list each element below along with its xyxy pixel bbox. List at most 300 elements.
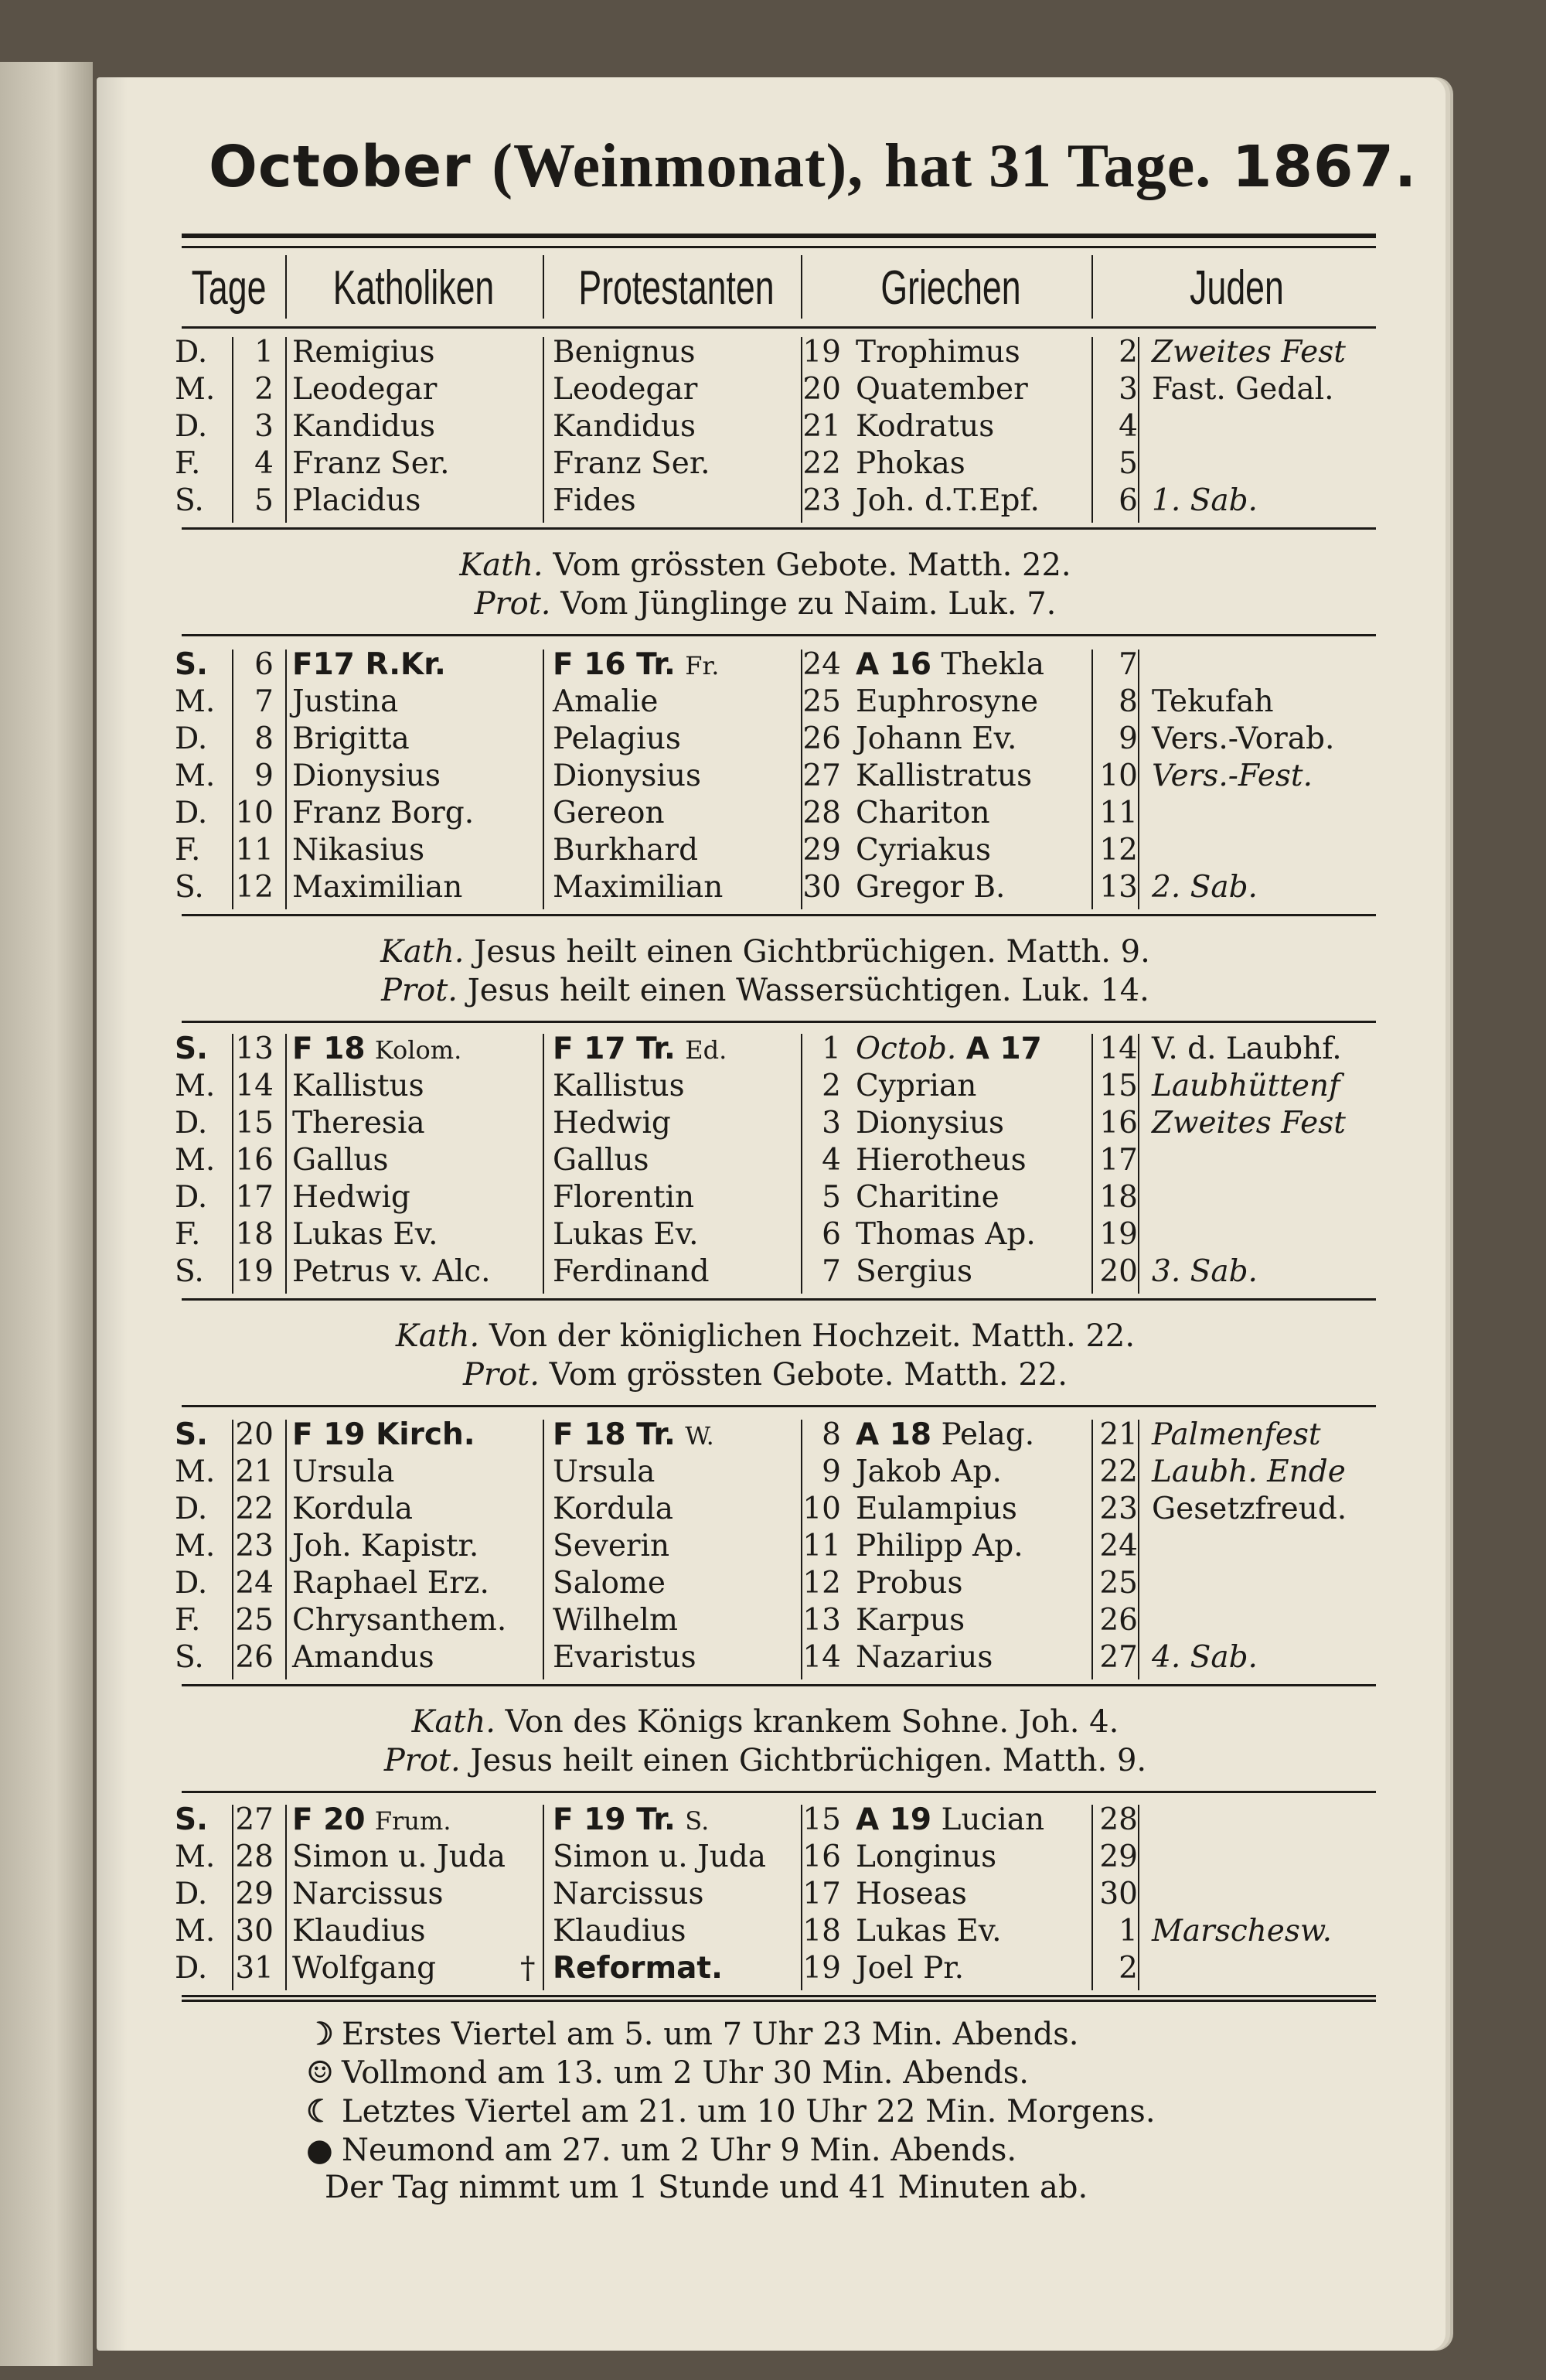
jewish-feast-cell: Zweites Fest xyxy=(1152,335,1346,370)
catholic-saint-cell xyxy=(292,795,547,832)
greek-day-number-cell: 29 xyxy=(802,833,841,868)
reading-label: Kath. xyxy=(395,1318,480,1354)
catholic-saint-name: Gallus xyxy=(292,1143,389,1178)
jewish-day-number-cell: 2 xyxy=(1119,1951,1138,1986)
greek-day-number-cell: 8 xyxy=(822,1417,841,1452)
catholic-saint-cell xyxy=(292,869,547,906)
column-divider xyxy=(285,650,287,909)
weekday-cell: S. xyxy=(175,1802,208,1837)
reading-label: Prot. xyxy=(463,1357,540,1393)
day-number-cell: 6 xyxy=(254,647,274,682)
greek-saint-cell xyxy=(856,1179,1088,1216)
greek-day-number-cell: 18 xyxy=(802,1914,841,1949)
protestant-saint-cell xyxy=(553,1839,792,1876)
day-number-cell: 30 xyxy=(235,1914,274,1949)
protestant-saint-name: Franz Ser. xyxy=(553,446,710,481)
protestant-saint-cell xyxy=(553,1602,792,1639)
catholic-saint-name: Remigius xyxy=(292,335,435,370)
protestant-saint-name: Narcissus xyxy=(553,1877,704,1911)
column-divider xyxy=(285,1034,287,1294)
weekday-cell: S. xyxy=(175,647,208,682)
jewish-feast-cell: Tekufah xyxy=(1152,684,1274,719)
weekday-cell: M. xyxy=(175,1529,216,1563)
greek-saint-cell xyxy=(856,1876,1088,1913)
greek-day-number-cell: 30 xyxy=(802,870,841,905)
catholic-saint-cell xyxy=(292,1913,547,1950)
reading-label: Prot. xyxy=(381,973,458,1008)
greek-day-number-cell: 25 xyxy=(802,684,841,719)
greek-saint-cell xyxy=(856,684,1088,721)
weekday-cell: S. xyxy=(175,1254,204,1289)
catholic-saint-cell xyxy=(292,1876,547,1913)
jewish-day-number-cell: 19 xyxy=(1099,1217,1138,1252)
greek-saint-name: Lukas Ev. xyxy=(856,1914,1002,1949)
catholic-saint-cell xyxy=(292,1802,547,1840)
greek-saint-name: Kodratus xyxy=(856,409,995,444)
catholic-saint-name: Raphael Erz. xyxy=(292,1566,489,1601)
catholic-saint-cell xyxy=(292,445,547,482)
protestant-saint-name: Gereon xyxy=(553,796,665,830)
gospel-reading-catholic xyxy=(170,1317,1360,1355)
header-juden: Juden xyxy=(1190,261,1284,315)
column-divider xyxy=(285,1420,287,1679)
greek-day-number-cell: 9 xyxy=(822,1454,841,1489)
greek-day-number-cell: 14 xyxy=(802,1640,841,1675)
header-tage: Tage xyxy=(191,261,267,315)
protestant-sunday-saint: W. xyxy=(685,1421,714,1451)
header-katholiken: Katholiken xyxy=(332,261,495,315)
protestant-saint-name: Dionysius xyxy=(553,759,701,793)
gospel-reading-catholic xyxy=(170,933,1360,971)
day-number-cell: 20 xyxy=(235,1417,274,1452)
greek-saint-cell xyxy=(856,1950,1088,1987)
protestant-saint-cell xyxy=(553,1031,792,1069)
jewish-feast-cell: Vers.-Fest. xyxy=(1152,759,1313,793)
moon-phase-icon: ☽ xyxy=(306,2016,334,2052)
greek-saint-cell xyxy=(856,334,1088,371)
greek-day-number-cell: 17 xyxy=(802,1877,841,1911)
day-number-cell: 22 xyxy=(235,1492,274,1526)
reading-label: Kath. xyxy=(411,1704,495,1740)
catholic-saint-name: Nikasius xyxy=(292,833,425,868)
protestant-saint-cell xyxy=(553,1639,792,1676)
day-number-cell: 14 xyxy=(235,1069,274,1103)
protestant-sunday-saint: S. xyxy=(685,1806,710,1836)
weekday-cell: M. xyxy=(175,759,216,793)
greek-saint-cell xyxy=(856,1602,1088,1639)
protestant-saint-cell xyxy=(553,334,792,371)
reading-label: Kath. xyxy=(380,934,465,970)
header-griechen: Griechen xyxy=(880,261,1021,315)
greek-day-number-cell: 6 xyxy=(822,1217,841,1252)
jewish-day-number-cell: 3 xyxy=(1119,372,1138,407)
greek-day-number-cell: 20 xyxy=(802,372,841,407)
catholic-saint-name: Joh. Kapistr. xyxy=(292,1529,479,1563)
protestant-saint-cell xyxy=(553,795,792,832)
catholic-saint-cell xyxy=(292,1068,547,1105)
weekday-cell: D. xyxy=(175,409,208,444)
header-divider xyxy=(1091,255,1093,319)
greek-saint-cell xyxy=(856,1068,1088,1105)
weekday-cell: D. xyxy=(175,1566,208,1601)
greek-saint-cell xyxy=(856,721,1088,758)
catholic-saint-cell xyxy=(292,684,547,721)
catholic-saint-cell xyxy=(292,1565,547,1602)
protestant-saint-cell xyxy=(553,1876,792,1913)
catholic-saint-cell xyxy=(292,482,547,520)
day-number-cell: 23 xyxy=(235,1529,274,1563)
catholic-saint-name: Kallistus xyxy=(292,1069,424,1103)
weekday-cell: M. xyxy=(175,1143,216,1178)
protestant-saint-cell xyxy=(553,1216,792,1253)
catholic-saint-name: Amandus xyxy=(292,1640,434,1675)
header-protestanten: Protestanten xyxy=(578,261,775,315)
jewish-feast-cell: 4. Sab. xyxy=(1152,1640,1258,1675)
day-number-cell: 26 xyxy=(235,1640,274,1675)
jewish-feast-cell: Zweites Fest xyxy=(1152,1106,1346,1141)
greek-saint-cell xyxy=(856,758,1088,795)
greek-saint-cell xyxy=(856,1216,1088,1253)
weekday-cell: D. xyxy=(175,721,208,756)
greek-saint-name: Eulampius xyxy=(856,1492,1017,1526)
jewish-feast-cell: Gesetzfreud. xyxy=(1152,1492,1347,1526)
greek-month-label: Octob. xyxy=(856,1031,957,1066)
moon-phase-icon: ● xyxy=(306,2132,333,2168)
greek-day-number-cell: 1 xyxy=(822,1031,841,1066)
catholic-saint-name: Kordula xyxy=(292,1492,414,1526)
moon-phase-line xyxy=(306,2131,1016,2170)
protestant-saint-cell xyxy=(553,646,792,684)
reading-bottom-rule xyxy=(182,634,1376,636)
greek-saint-name: Philipp Ap. xyxy=(856,1529,1023,1563)
protestant-saint-name: Florentin xyxy=(553,1180,695,1215)
day-number-cell: 4 xyxy=(254,446,274,481)
greek-saint-cell xyxy=(856,482,1088,520)
catholic-saint-cell xyxy=(292,1839,547,1876)
greek-saint-cell xyxy=(856,408,1088,445)
gospel-reading-protestant xyxy=(170,1741,1360,1780)
reading-text: Vom Jünglinge zu Naim. Luk. 7. xyxy=(560,586,1057,622)
greek-sunday-label: A 16 xyxy=(856,647,932,682)
reading-text: Jesus heilt einen Wassersüchtigen. Luk. 14. xyxy=(467,973,1149,1008)
protestant-saint-cell xyxy=(553,684,792,721)
jewish-day-number-cell: 26 xyxy=(1099,1603,1138,1638)
reading-label: Kath. xyxy=(459,547,543,583)
catholic-saint-cell xyxy=(292,1253,547,1291)
weekday-cell: M. xyxy=(175,684,216,719)
jewish-day-number-cell: 18 xyxy=(1099,1180,1138,1215)
reading-bottom-rule xyxy=(182,1791,1376,1793)
greek-day-number-cell: 3 xyxy=(822,1106,841,1141)
header-divider xyxy=(801,255,802,319)
reading-label: Prot. xyxy=(474,586,551,622)
weekday-cell: D. xyxy=(175,1180,208,1215)
protestant-saint-name: Ursula xyxy=(553,1454,656,1489)
greek-saint-cell xyxy=(856,371,1088,408)
day-number-cell: 19 xyxy=(235,1254,274,1289)
jewish-day-number-cell: 23 xyxy=(1099,1492,1138,1526)
protestant-saint-name: Klaudius xyxy=(553,1914,686,1949)
day-number-cell: 28 xyxy=(235,1840,274,1874)
greek-saint-name: Dionysius xyxy=(856,1106,1004,1141)
catholic-saint-name: Placidus xyxy=(292,483,421,518)
title-month: October xyxy=(209,134,472,200)
catholic-sunday-label: F 19 Kirch. xyxy=(292,1417,475,1452)
catholic-saint-name: Wolfgang xyxy=(292,1951,437,1986)
greek-saint-name: Hoseas xyxy=(856,1877,967,1911)
week-bottom-rule xyxy=(182,1995,1376,1997)
greek-sunday-label: A 18 xyxy=(856,1417,932,1452)
protestant-saint-name: Fides xyxy=(553,483,636,518)
header-bottom-rule xyxy=(182,326,1376,329)
gospel-reading-catholic xyxy=(170,546,1360,585)
table-end-rule xyxy=(182,2000,1376,2002)
protestant-saint-cell xyxy=(553,1802,792,1840)
greek-saint-name: Kallistratus xyxy=(856,759,1033,793)
protestant-sunday-label: F 16 Tr. xyxy=(553,647,676,682)
protestant-sunday-label: F 18 Tr. xyxy=(553,1417,676,1452)
greek-day-number-cell: 10 xyxy=(802,1492,841,1526)
protestant-saint-name: Evaristus xyxy=(553,1640,696,1675)
protestant-saint-name: Hedwig xyxy=(553,1106,671,1141)
protestant-saint-cell xyxy=(553,758,792,795)
reading-label: Prot. xyxy=(383,1743,461,1778)
catholic-saint-name: Theresia xyxy=(292,1106,425,1141)
jewish-day-number-cell: 21 xyxy=(1099,1417,1138,1452)
column-divider xyxy=(1138,1034,1139,1294)
catholic-saint-name: Franz Ser. xyxy=(292,446,450,481)
catholic-sunday-label: F 18 xyxy=(292,1031,366,1066)
cross-mark: † xyxy=(520,1951,536,1986)
greek-day-number-cell: 19 xyxy=(802,335,841,370)
greek-saint-cell xyxy=(856,1528,1088,1565)
greek-saint-name: Cyriakus xyxy=(856,833,992,868)
catholic-saint-cell xyxy=(292,1528,547,1565)
greek-saint-name: Gregor B. xyxy=(856,870,1006,905)
greek-day-number-cell: 5 xyxy=(822,1180,841,1215)
jewish-day-number-cell: 10 xyxy=(1099,759,1138,793)
day-number-cell: 11 xyxy=(235,833,274,868)
weekday-cell: S. xyxy=(175,1640,204,1675)
catholic-sunday-saint: Kolom. xyxy=(374,1035,462,1065)
protestant-saint-name: Simon u. Juda xyxy=(553,1840,767,1874)
moon-phase-icon: ☾ xyxy=(306,2093,334,2129)
weekday-cell: S. xyxy=(175,870,204,905)
header-divider xyxy=(543,255,544,319)
catholic-saint-cell xyxy=(292,371,547,408)
jewish-day-number-cell: 5 xyxy=(1119,446,1138,481)
day-number-cell: 13 xyxy=(235,1031,274,1066)
greek-sunday-saint: Lucian xyxy=(941,1802,1045,1837)
greek-saint-name: Sergius xyxy=(856,1254,973,1289)
weekday-cell: M. xyxy=(175,1914,216,1949)
greek-saint-cell xyxy=(856,1913,1088,1950)
protestant-saint-name: Kallistus xyxy=(553,1069,685,1103)
catholic-saint-cell xyxy=(292,1454,547,1491)
greek-sunday-label: A 19 xyxy=(856,1802,932,1837)
weekday-cell: F. xyxy=(175,833,201,868)
protestant-saint-name: Leodegar xyxy=(553,372,698,407)
moon-phase-text: Letztes Viertel am 21. um 10 Uhr 22 Min. Morgens. xyxy=(342,2094,1156,2129)
greek-saint-name: Charitine xyxy=(856,1180,999,1215)
greek-day-number-cell: 26 xyxy=(802,721,841,756)
day-number-cell: 18 xyxy=(235,1217,274,1252)
greek-saint-cell xyxy=(856,1142,1088,1179)
jewish-day-number-cell: 20 xyxy=(1099,1254,1138,1289)
catholic-saint-cell xyxy=(292,1639,547,1676)
jewish-feast-cell: 1. Sab. xyxy=(1152,483,1258,518)
protestant-saint-name: Burkhard xyxy=(553,833,699,868)
catholic-saint-name: Franz Borg. xyxy=(292,796,475,830)
reading-bottom-rule xyxy=(182,1405,1376,1407)
day-number-cell: 7 xyxy=(254,684,274,719)
protestant-sunday-saint: Fr. xyxy=(685,651,720,680)
catholic-saint-cell xyxy=(292,721,547,758)
protestant-saint-name: Pelagius xyxy=(553,721,681,756)
catholic-saint-cell xyxy=(292,1105,547,1142)
protestant-saint-cell xyxy=(553,1528,792,1565)
greek-day-number-cell: 28 xyxy=(802,796,841,830)
greek-saint-name: Quatember xyxy=(856,372,1028,407)
protestant-saint-cell xyxy=(553,1105,792,1142)
greek-day-number-cell: 21 xyxy=(802,409,841,444)
greek-day-number-cell: 11 xyxy=(802,1529,841,1563)
protestant-sunday-label: Reformat. xyxy=(553,1951,723,1986)
reading-text: Vom grössten Gebote. Matth. 22. xyxy=(553,547,1071,583)
weekday-cell: M. xyxy=(175,1069,216,1103)
catholic-saint-name: Lukas Ev. xyxy=(292,1217,438,1252)
day-number-cell: 2 xyxy=(254,372,274,407)
protestant-saint-cell xyxy=(553,1913,792,1950)
day-number-cell: 5 xyxy=(254,483,274,518)
column-divider xyxy=(1138,337,1139,523)
day-number-cell: 25 xyxy=(235,1603,274,1638)
jewish-day-number-cell: 1 xyxy=(1119,1914,1138,1949)
day-number-cell: 3 xyxy=(254,409,274,444)
title-days: hat 31 Tage. xyxy=(884,132,1212,200)
protestant-saint-cell xyxy=(553,1950,792,1987)
weekday-cell: S. xyxy=(175,483,204,518)
jewish-day-number-cell: 27 xyxy=(1099,1640,1138,1675)
catholic-saint-cell xyxy=(292,646,547,684)
catholic-saint-name: Klaudius xyxy=(292,1914,426,1949)
greek-saint-name: Trophimus xyxy=(856,335,1020,370)
header-divider xyxy=(285,255,287,319)
jewish-feast-cell: V. d. Laubhf. xyxy=(1152,1031,1342,1066)
protestant-saint-name: Ferdinand xyxy=(553,1254,710,1289)
protestant-saint-name: Benignus xyxy=(553,335,696,370)
catholic-saint-cell xyxy=(292,1142,547,1179)
page-title xyxy=(209,131,1418,202)
protestant-saint-name: Wilhelm xyxy=(553,1603,678,1638)
title-alt-month: (Weinmonat), xyxy=(492,132,864,200)
protestant-sunday-saint: Ed. xyxy=(685,1035,727,1065)
greek-saint-cell xyxy=(856,1491,1088,1528)
greek-sunday-label: A 17 xyxy=(965,1031,1042,1066)
weekday-cell: D. xyxy=(175,1492,208,1526)
moon-phase-line xyxy=(306,2054,1029,2092)
protestant-saint-cell xyxy=(553,869,792,906)
reading-text: Jesus heilt einen Gichtbrüchigen. Matth. 9. xyxy=(470,1743,1147,1778)
title-rule xyxy=(182,234,1376,238)
greek-day-number-cell: 23 xyxy=(802,483,841,518)
greek-day-number-cell: 7 xyxy=(822,1254,841,1289)
protestant-saint-cell xyxy=(553,1491,792,1528)
protestant-saint-cell xyxy=(553,1179,792,1216)
weekday-cell: S. xyxy=(175,1031,208,1066)
day-number-cell: 21 xyxy=(235,1454,274,1489)
catholic-saint-cell xyxy=(292,832,547,869)
greek-day-number-cell: 16 xyxy=(802,1840,841,1874)
jewish-day-number-cell: 16 xyxy=(1099,1106,1138,1141)
greek-day-number-cell: 15 xyxy=(802,1802,841,1837)
protestant-saint-cell xyxy=(553,482,792,520)
jewish-feast-cell: Marschesw. xyxy=(1152,1914,1333,1949)
greek-saint-cell xyxy=(856,869,1088,906)
reading-text: Von der königlichen Hochzeit. Matth. 22. xyxy=(489,1318,1136,1354)
protestant-saint-cell xyxy=(553,832,792,869)
protestant-saint-name: Salome xyxy=(553,1566,666,1601)
column-divider xyxy=(285,337,287,523)
catholic-saint-name: Kandidus xyxy=(292,409,436,444)
jewish-day-number-cell: 29 xyxy=(1099,1840,1138,1874)
jewish-feast-cell: Fast. Gedal. xyxy=(1152,372,1334,407)
catholic-saint-cell xyxy=(292,1602,547,1639)
greek-day-number-cell: 22 xyxy=(802,446,841,481)
catholic-saint-name: Petrus v. Alc. xyxy=(292,1254,491,1289)
weekday-cell: M. xyxy=(175,1840,216,1874)
jewish-day-number-cell: 8 xyxy=(1119,684,1138,719)
jewish-day-number-cell: 2 xyxy=(1119,335,1138,370)
jewish-feast-cell: 3. Sab. xyxy=(1152,1254,1258,1289)
jewish-day-number-cell: 7 xyxy=(1119,647,1138,682)
weekday-cell: D. xyxy=(175,335,208,370)
protestant-saint-cell xyxy=(553,1565,792,1602)
day-number-cell: 29 xyxy=(235,1877,274,1911)
greek-saint-name: Phokas xyxy=(856,446,965,481)
protestant-saint-cell xyxy=(553,408,792,445)
greek-saint-cell xyxy=(856,1802,1088,1839)
greek-saint-cell xyxy=(856,1639,1088,1676)
protestant-saint-cell xyxy=(553,721,792,758)
greek-saint-name: Karpus xyxy=(856,1603,965,1638)
moon-phase-line xyxy=(306,2092,1156,2131)
day-number-cell: 24 xyxy=(235,1566,274,1601)
catholic-saint-name: Simon u. Juda xyxy=(292,1840,506,1874)
jewish-day-number-cell: 22 xyxy=(1099,1454,1138,1489)
reading-text: Von des Königs krankem Sohne. Joh. 4. xyxy=(505,1704,1119,1740)
jewish-day-number-cell: 14 xyxy=(1099,1031,1138,1066)
protestant-saint-name: Maximilian xyxy=(553,870,724,905)
greek-saint-name: Johann Ev. xyxy=(856,721,1017,756)
protestant-saint-name: Kandidus xyxy=(553,409,696,444)
greek-day-number-cell: 24 xyxy=(802,647,841,682)
reading-bottom-rule xyxy=(182,1021,1376,1023)
weekday-cell: D. xyxy=(175,796,208,830)
greek-saint-cell xyxy=(856,1839,1088,1876)
moon-phase-icon: ☺ xyxy=(306,2054,334,2091)
day-number-cell: 27 xyxy=(235,1802,274,1837)
day-number-cell: 1 xyxy=(254,335,274,370)
jewish-feast-cell: Laubhüttenf xyxy=(1152,1069,1340,1103)
protestant-saint-cell xyxy=(553,371,792,408)
jewish-day-number-cell: 11 xyxy=(1099,796,1138,830)
greek-saint-name: Jakob Ap. xyxy=(856,1454,1002,1489)
greek-saint-name: Joh. d.T.Epf. xyxy=(856,483,1040,518)
protestant-saint-name: Amalie xyxy=(553,684,659,719)
jewish-feast-cell: Vers.-Vorab. xyxy=(1152,721,1335,756)
greek-day-number-cell: 4 xyxy=(822,1143,841,1178)
